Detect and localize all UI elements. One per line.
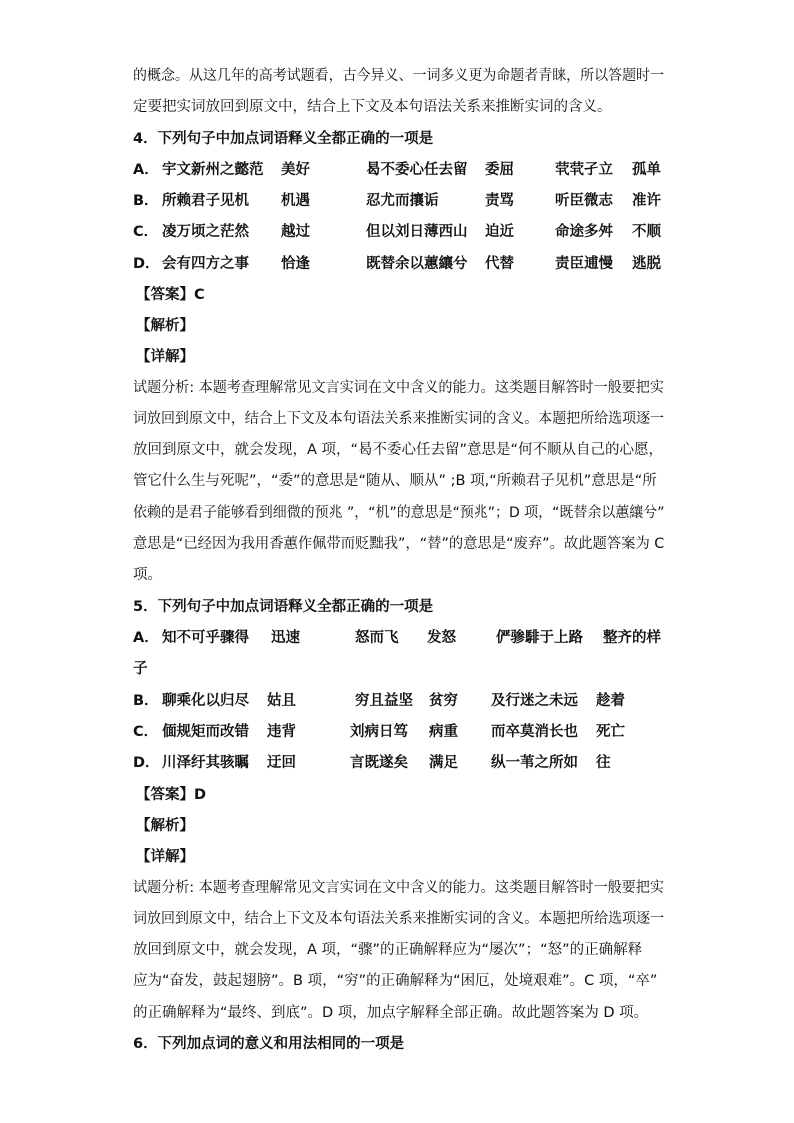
option-meaning-2: 发怒 <box>427 630 456 646</box>
q4-analysis-line: 意思是“已经因为我用香蕙作佩带而贬黜我”，“替”的意思是“废弃”。故此题答案为 C <box>133 536 665 552</box>
option-meaning-2: 病重 <box>429 724 458 740</box>
option-sentence-1: 凌万顷之茫然 <box>162 224 249 240</box>
q5-answer: 【答案】D <box>136 787 207 803</box>
option-meaning-2: 满足 <box>429 755 458 771</box>
option-meaning-3: 准许 <box>632 193 661 209</box>
q4-analysis-line: 管它什么生与死呢”，“委”的意思是“随从、顺从” ;B 项,“所赖君子见机”意思是“所 <box>133 473 657 489</box>
question-6-title: 6．下列加点词的意义和用法相同的一项是 <box>133 1036 405 1052</box>
q4-analysis-line: 试题分析: 本题考查理解常见文言实词在文中含义的能力。这类题目解答时一般要把实 <box>133 380 664 396</box>
option-meaning-3: 往 <box>596 755 611 771</box>
option-sentence-3: 纵一苇之所如 <box>491 755 578 771</box>
option-sentence-2: 言既遂矣 <box>350 755 408 771</box>
option-sentence-2: 怒而飞 <box>355 630 399 646</box>
option-meaning-3: 不顺 <box>632 224 661 240</box>
option-sentence-2: 忍尤而攘诟 <box>366 193 439 209</box>
option-sentence-1: 会有四方之事 <box>162 256 249 272</box>
q4-option-a <box>133 160 673 180</box>
option-sentence-1: 聊乘化以归尽 <box>162 693 249 709</box>
option-label: D． <box>133 256 160 272</box>
q4-analysis-line: 项。 <box>133 567 162 583</box>
option-meaning-3: 死亡 <box>596 724 625 740</box>
option-sentence-1: 川泽纡其骇瞩 <box>162 755 249 771</box>
option-meaning-2: 贫穷 <box>429 693 458 709</box>
question-4-title: 4．下列句子中加点词语释义全都正确的一项是 <box>133 131 434 147</box>
option-meaning-3: 趁着 <box>596 693 625 709</box>
q5-option-d <box>133 753 663 773</box>
q5-analysis-line: 放回到原文中，就会发现，A 项，“骤”的正确解释应为“屡次”；“怒”的正确解释 <box>133 942 643 958</box>
q5-analysis-line: 试题分析: 本题考查理解常见文言实词在文中含义的能力。这类题目解答时一般要把实 <box>133 880 664 896</box>
option-sentence-2: 既替余以蕙纕兮 <box>366 256 468 272</box>
option-sentence-1: 宇文新州之懿范 <box>162 162 264 178</box>
option-label: C． <box>133 724 159 740</box>
option-sentence-1: 所赖君子见机 <box>162 193 249 209</box>
option-sentence-3: 茕茕孑立 <box>555 162 613 178</box>
option-meaning-1: 违背 <box>267 724 296 740</box>
option-meaning-1: 美好 <box>281 162 310 178</box>
option-label: C． <box>133 224 159 240</box>
option-sentence-2: 曷不委心任去留 <box>366 162 468 178</box>
option-sentence-3: 俨骖騑于上路 <box>496 630 583 646</box>
q4-option-c <box>133 222 673 242</box>
q4-analysis-line: 依赖的是君子能够看到细微的预兆 ”，“机”的意思是“预兆”；D 项，“既替余以蕙纕兮” <box>133 505 665 521</box>
option-label: A． <box>133 630 159 646</box>
option-meaning-2: 责骂 <box>485 193 514 209</box>
q4-option-d <box>133 254 673 274</box>
option-meaning-3: 逃脱 <box>632 256 661 272</box>
option-sentence-2: 穷且益坚 <box>355 693 413 709</box>
q5-analysis-line: 应为“奋发，鼓起翅膀”。B 项，“穷”的正确解释为“困厄，处境艰难”。C 项，“卒” <box>133 973 658 989</box>
option-meaning-3: 孤单 <box>632 162 661 178</box>
q4-xiangjie-heading: 【详解】 <box>136 349 194 365</box>
option-meaning-3: 整齐的样 <box>603 630 661 646</box>
option-sentence-2: 刘病日笃 <box>350 724 408 740</box>
question-5-title: 5．下列句子中加点词语释义全都正确的一项是 <box>133 599 434 615</box>
q4-analysis-line: 词放回到原文中，结合上下文及本句语法关系来推断实词的含义。本题把所给选项逐一 <box>133 411 664 427</box>
q5-option-a <box>133 628 663 648</box>
q4-analysis-line: 放回到原文中，就会发现，A 项，“曷不委心任去留”意思是“何不顺从自己的心愿， <box>133 442 664 458</box>
option-label: B． <box>133 693 159 709</box>
option-meaning-1: 机遇 <box>281 193 310 209</box>
option-sentence-3: 命途多舛 <box>555 224 613 240</box>
q4-option-b <box>133 191 673 211</box>
option-sentence-3: 听臣微志 <box>555 193 613 209</box>
q4-jiexi-heading: 【解析】 <box>136 318 194 334</box>
option-meaning-2: 迫近 <box>485 224 514 240</box>
option-label: D． <box>133 755 160 771</box>
option-sentence-3: 及行迷之未远 <box>491 693 578 709</box>
option-sentence-1: 知不可乎骤得 <box>162 630 249 646</box>
option-meaning-1: 越过 <box>281 224 310 240</box>
option-meaning-1: 迂回 <box>267 755 296 771</box>
option-sentence-3: 而卒莫消长也 <box>491 724 578 740</box>
option-sentence-2: 但以刘日薄西山 <box>366 224 468 240</box>
option-meaning-1: 恰逢 <box>281 256 310 272</box>
q4-answer: 【答案】C <box>136 287 205 303</box>
q5-option-c <box>133 722 663 742</box>
option-sentence-1: 偭规矩而改错 <box>162 724 249 740</box>
option-label: A． <box>133 162 159 178</box>
q5-analysis-line: 的正确解释为“最终、到底”。D 项，加点字解释全部正确。故此题答案为 D 项。 <box>133 1005 649 1021</box>
intro-line-2: 定要把实词放回到原文中，结合上下文及本句语法关系来推断实词的含义。 <box>133 99 612 115</box>
option-meaning-1: 迅速 <box>271 630 300 646</box>
q5-xiangjie-heading: 【详解】 <box>136 849 194 865</box>
option-label: B． <box>133 193 159 209</box>
option-meaning-2: 代替 <box>485 256 514 272</box>
q5-jiexi-heading: 【解析】 <box>136 818 194 834</box>
q5-option-a-wrap: 子 <box>133 661 148 677</box>
option-meaning-1: 姑且 <box>267 693 296 709</box>
q5-analysis-line: 词放回到原文中，结合上下文及本句语法关系来推断实词的含义。本题把所给选项逐一 <box>133 911 664 927</box>
intro-line-1: 的概念。从这几年的高考试题看，古今异义、一词多义更为命题者青睐，所以答题时一 <box>133 68 664 84</box>
option-sentence-3: 责臣逋慢 <box>555 256 613 272</box>
q5-option-b <box>133 691 663 711</box>
option-meaning-2: 委屈 <box>485 162 514 178</box>
